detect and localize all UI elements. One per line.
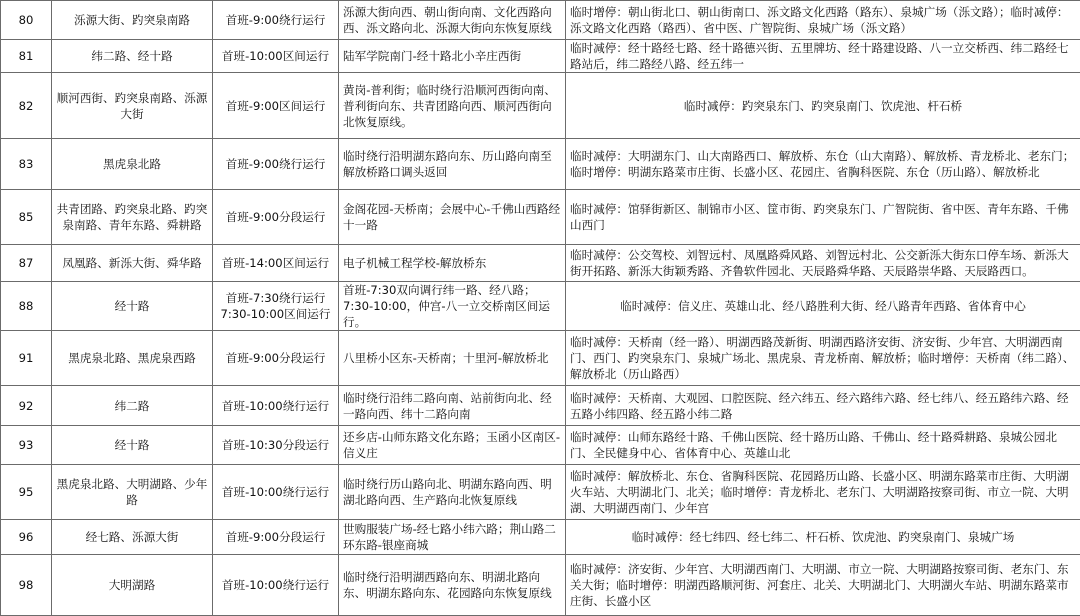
schedule-cell: 首班-9:00分段运行 bbox=[213, 190, 339, 245]
detour-cell: 临时绕行沿明湖西路向东、明湖北路向东、明湖东路向东、花园路向东恢复原线 bbox=[339, 555, 566, 616]
schedule-cell: 首班-10:30分段运行 bbox=[213, 426, 339, 465]
detour-cell: 电子机械工程学校-解放桥东 bbox=[339, 245, 566, 282]
schedule-cell: 首班-9:00分段运行 bbox=[213, 331, 339, 386]
table-body bbox=[1, 1, 1080, 616]
stop-changes-cell: 临时减停：济安街、少年宫、大明湖西南门、大明湖、市立一院、大明湖路按察司街、老东门、东关大街；临时增停：明湖西路顺河街、河套庄、北关、大明湖北门、大明湖火车站、明湖东路菜市庄街、长盛小区 bbox=[566, 555, 1080, 616]
affected-roads-cell: 纬二路、经十路 bbox=[52, 40, 213, 73]
table-row bbox=[1, 520, 1080, 555]
affected-roads-cell: 经七路、泺源大街 bbox=[52, 520, 213, 555]
route-number-cell: 85 bbox=[1, 190, 52, 245]
stop-changes-cell: 临时减停：经七纬四、经七纬二、杆石桥、饮虎池、趵突泉南门、泉城广场 bbox=[566, 520, 1080, 555]
schedule-cell: 首班-14:00区间运行 bbox=[213, 245, 339, 282]
route-number-cell: 98 bbox=[1, 555, 52, 616]
detour-cell: 首班-7:30双向调行纬一路、经八路；7:30-10:00，仲宫-八一立交桥南区间运行。 bbox=[339, 282, 566, 331]
schedule-cell: 首班-9:00绕行运行 bbox=[213, 139, 339, 190]
detour-cell: 八里桥小区东-天桥南；十里河-解放桥北 bbox=[339, 331, 566, 386]
affected-roads-cell: 黑虎泉北路、大明湖路、少年路 bbox=[52, 465, 213, 520]
route-number-cell: 83 bbox=[1, 139, 52, 190]
detour-cell: 世购服装广场-经七路小纬六路；荆山路二环东路-银座商城 bbox=[339, 520, 566, 555]
affected-roads-cell: 共青团路、趵突泉北路、趵突泉南路、青年东路、舜耕路 bbox=[52, 190, 213, 245]
affected-roads-cell: 经十路 bbox=[52, 282, 213, 331]
schedule-cell: 首班-9:00分段运行 bbox=[213, 520, 339, 555]
affected-roads-cell: 经十路 bbox=[52, 426, 213, 465]
stop-changes-cell: 临时减停：山师东路经十路、千佛山医院、经十路历山路、千佛山、经十路舜耕路、泉城公园北门、全民健身中心、省体育中心、英雄山北 bbox=[566, 426, 1080, 465]
schedule-cell: 首班-7:30绕行运行 7:30-10:00区间运行 bbox=[213, 282, 339, 331]
table-row bbox=[1, 282, 1080, 331]
stop-changes-cell: 临时增停：朝山街北口、朝山街南口、泺文路文化西路（路东）、泉城广场（泺文路）；临时减停：泺文路文化西路（路西）、省中医、广智院街、泉城广场（泺文路） bbox=[566, 1, 1080, 40]
route-number-cell: 82 bbox=[1, 73, 52, 139]
route-number-cell: 95 bbox=[1, 465, 52, 520]
affected-roads-cell: 纬二路 bbox=[52, 386, 213, 426]
route-number-cell: 80 bbox=[1, 1, 52, 40]
schedule-cell: 首班-10:00绕行运行 bbox=[213, 465, 339, 520]
route-number-cell: 81 bbox=[1, 40, 52, 73]
stop-changes-cell: 临时减停：趵突泉东门、趵突泉南门、饮虎池、杆石桥 bbox=[566, 73, 1080, 139]
schedule-cell: 首班-9:00绕行运行 bbox=[213, 1, 339, 40]
route-number-cell: 93 bbox=[1, 426, 52, 465]
stop-changes-cell: 临时减停：馆驿街新区、制锦市小区、筐市街、趵突泉东门、广智院街、省中医、青年东路、千佛山西门 bbox=[566, 190, 1080, 245]
table-row bbox=[1, 245, 1080, 282]
stop-changes-cell: 临时减停：公交驾校、刘智远村、凤凰路舜风路、刘智远村北、公交新泺大街东口停车场、新泺大街开拓路、新泺大街颖秀路、齐鲁软件园北、天辰路舜华路、天辰路崇华路、天辰路西口。 bbox=[566, 245, 1080, 282]
detour-cell: 泺源大街向西、朝山街向南、文化西路向西、泺文路向北、泺源大街向东恢复原线 bbox=[339, 1, 566, 40]
schedule-cell: 首班-10:00绕行运行 bbox=[213, 555, 339, 616]
affected-roads-cell: 泺源大街、趵突泉南路 bbox=[52, 1, 213, 40]
stop-changes-cell: 临时减停：天桥南（经一路）、明湖西路茂新街、明湖西路济安街、济安街、少年宫、大明湖西南门、西门、趵突泉东门、泉城广场北、黑虎泉、青龙桥南、解放桥；临时增停：天桥南（纬二路）、解放桥北（历山路西） bbox=[566, 331, 1080, 386]
table-row bbox=[1, 139, 1080, 190]
table-row bbox=[1, 465, 1080, 520]
table-row bbox=[1, 40, 1080, 73]
affected-roads-cell: 凤凰路、新泺大街、舜华路 bbox=[52, 245, 213, 282]
detour-cell: 临时绕行沿明湖东路向东、历山路向南至解放桥路口调头返回 bbox=[339, 139, 566, 190]
stop-changes-cell: 临时减停：信义庄、英雄山北、经八路胜利大街、经八路青年西路、省体育中心 bbox=[566, 282, 1080, 331]
table-row bbox=[1, 426, 1080, 465]
route-number-cell: 92 bbox=[1, 386, 52, 426]
stop-changes-cell: 临时减停：经十路经七路、经十路德兴街、五里牌坊、经十路建设路、八一立交桥西、纬二路经七路站后，纬二路经八路、经五纬一 bbox=[566, 40, 1080, 73]
table-row bbox=[1, 386, 1080, 426]
route-number-cell: 91 bbox=[1, 331, 52, 386]
table-row bbox=[1, 1, 1080, 40]
detour-cell: 金阁花园-天桥南；会展中心-千佛山西路经十一路 bbox=[339, 190, 566, 245]
stop-changes-cell: 临时减停：天桥南、大观园、口腔医院、经六纬五、经六路纬六路、经七纬八、经五路纬六路、经五路小纬四路、经五路小纬二路 bbox=[566, 386, 1080, 426]
table-row bbox=[1, 190, 1080, 245]
route-number-cell: 96 bbox=[1, 520, 52, 555]
table-row bbox=[1, 73, 1080, 139]
detour-cell: 临时绕行沿纬二路向南、站前街向北、经一路向西、纬十二路向南 bbox=[339, 386, 566, 426]
affected-roads-cell: 黑虎泉北路 bbox=[52, 139, 213, 190]
detour-cell: 黄岗-普利街；临时绕行沿顺河西街向南、普利街向东、共青团路向西、顺河西街向北恢复原线。 bbox=[339, 73, 566, 139]
affected-roads-cell: 大明湖路 bbox=[52, 555, 213, 616]
table-row bbox=[1, 555, 1080, 616]
stop-changes-cell: 临时减停：大明湖东门、山大南路西口、解放桥、东仓（山大南路）、解放桥、青龙桥北、老东门；临时增停：明湖东路菜市庄街、长盛小区、花园庄、省胸科医院、东仓（历山路）、解放桥北 bbox=[566, 139, 1080, 190]
affected-roads-cell: 顺河西街、趵突泉南路、泺源大街 bbox=[52, 73, 213, 139]
route-number-cell: 87 bbox=[1, 245, 52, 282]
schedule-cell: 首班-10:00绕行运行 bbox=[213, 386, 339, 426]
schedule-cell: 首班-9:00区间运行 bbox=[213, 73, 339, 139]
affected-roads-cell: 黑虎泉北路、黑虎泉西路 bbox=[52, 331, 213, 386]
detour-cell: 临时绕行历山路向北、明湖东路向西、明湖北路向西、生产路向北恢复原线 bbox=[339, 465, 566, 520]
detour-cell: 还乡店-山师东路文化东路；玉函小区南区-信义庄 bbox=[339, 426, 566, 465]
route-number-cell: 88 bbox=[1, 282, 52, 331]
detour-cell: 陆军学院南门-经十路北小辛庄西街 bbox=[339, 40, 566, 73]
table-row bbox=[1, 331, 1080, 386]
schedule-cell: 首班-10:00区间运行 bbox=[213, 40, 339, 73]
stop-changes-cell: 临时减停：解放桥北、东仓、省胸科医院、花园路历山路、长盛小区、明湖东路菜市庄街、大明湖火车站、大明湖北门、北关；临时增停：青龙桥北、老东门、大明湖路按察司街、市立一院、大明湖、大明湖西南门、少年宫 bbox=[566, 465, 1080, 520]
